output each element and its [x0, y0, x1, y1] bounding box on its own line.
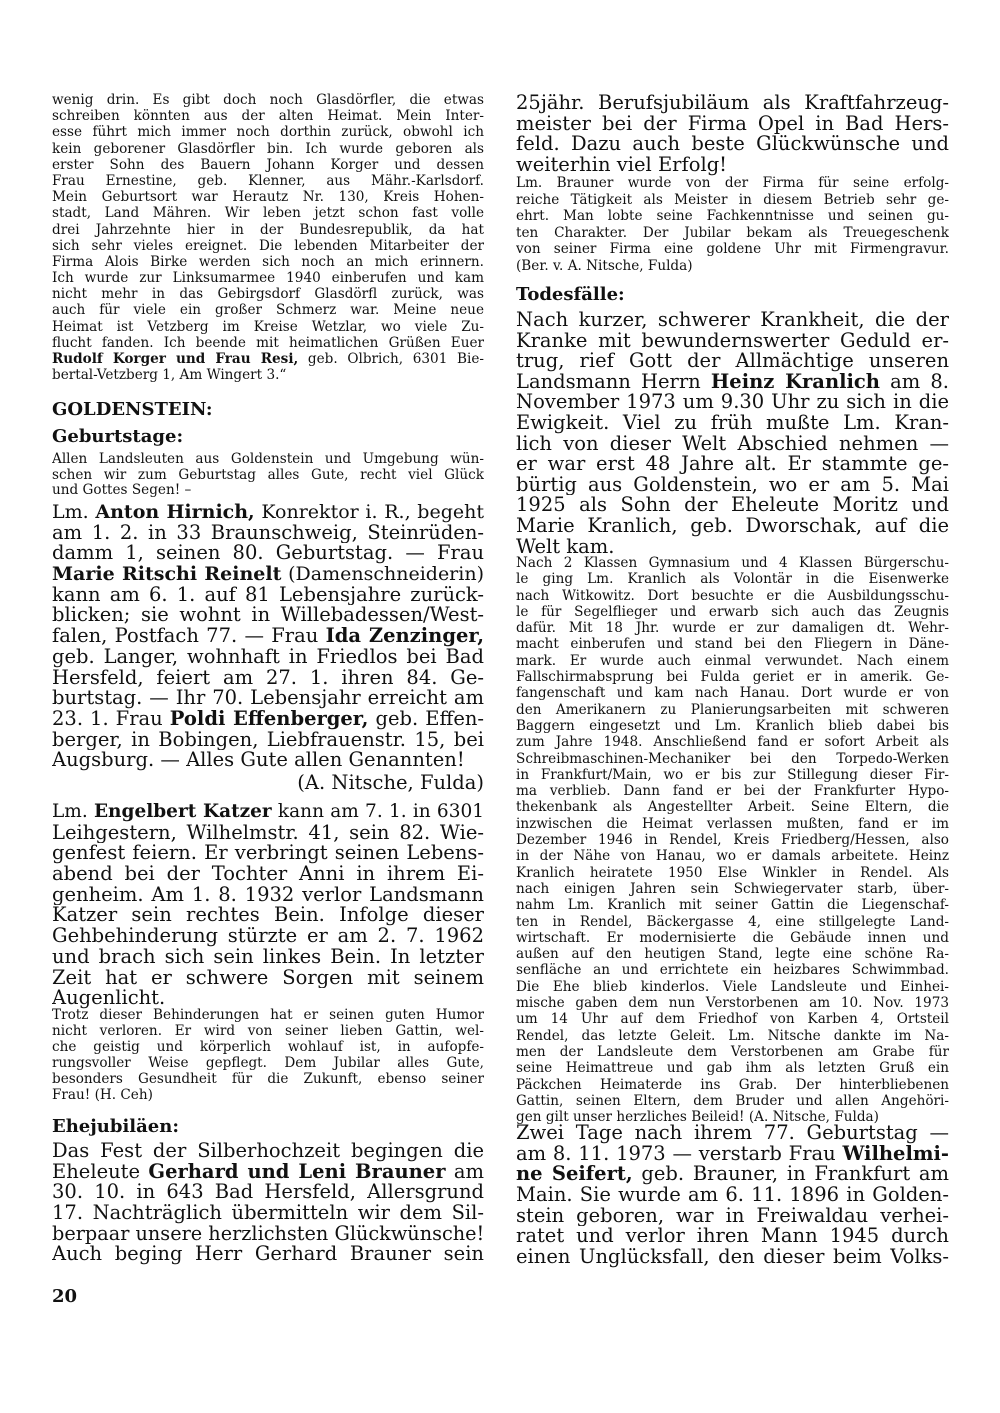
birthday-notice	[52, 502, 484, 771]
text-line: Frau! (H. Ceh)	[52, 1087, 153, 1103]
text-line: nach Witkowitz. Dort besuchte er die Ausbildungsschu-	[516, 587, 949, 604]
text-line: Baggern eingesetzt und Lm. Kranlich blieb dabei bis	[516, 717, 949, 734]
text-line: Lm. Engelbert Katzer kann am 7. 1. in 6301	[52, 802, 484, 822]
text-line: esse führt mich immer noch dorthin zurück, obwohl ich	[52, 124, 484, 141]
text-line: Nach 2 Klassen Gymnasium und 4 Klassen Bürgerschu-	[516, 555, 949, 571]
text-line: inzwischen die Heimat verlassen mußten, fand er im	[516, 815, 949, 832]
anniversary-notice	[52, 1141, 484, 1265]
text-line: stadt, Land Mähren. Wir leben jetzt schon fast volle	[52, 205, 484, 222]
text-line: 17. Nachträglich übermitteln wir dem Sil-	[52, 1203, 484, 1224]
text-line: Firma Alois Birke werden sich noch an mich erinnern.	[52, 253, 484, 270]
text-line: mark. Er wurde auch einmal verwundet. Nach einem	[516, 652, 949, 669]
kranlich-obituary	[516, 310, 949, 557]
text-line: Schreibmaschinen-Mechaniker bei den Torpedo-Werken	[516, 750, 949, 767]
bold-name: Ida Zenzinger,	[325, 626, 484, 647]
text-line: 30. 10. in 643 Bad Hersfeld, Allersgrund	[52, 1182, 484, 1204]
text-line: von seiner Firma eine goldene Uhr mit Firmengravur.	[516, 241, 949, 258]
text-line: mische gaben dem nun Verstorbenen am 10. Nov. 1973	[516, 995, 949, 1012]
text-line: Katzer sein rechtes Bein. Infolge dieser	[52, 905, 484, 927]
text-line: nach einigen Jahren sein Schwiegervater starb, über-	[516, 880, 949, 897]
subheading-birthdays: Geburtstage:	[52, 426, 184, 447]
text-line: dafür. Mit 18 Jhr. wurde er zur damaligen dt. Wehr-	[516, 620, 949, 637]
text-line: Zwei Tage nach ihrem 77. Geburtstag —	[516, 1123, 949, 1144]
text-line: kein geborener Glasdörfler bin. Ich wurde geboren als	[52, 140, 484, 157]
bold-name: Heinz Kranlich	[710, 371, 880, 393]
text-line: berpaar unsere herzlichsten Glückwünsche!	[52, 1223, 484, 1245]
text-line: Eheleute Gerhard und Leni Brauner am	[52, 1161, 484, 1183]
text-line: genfest feiern. Er verbringt seinen Lebens-	[52, 843, 484, 865]
katzer-note	[52, 1007, 484, 1103]
text-line: Augenlicht.	[52, 988, 166, 1009]
text-line: Frau Ernestine, geb. Klenner, aus Mähr.-Karlsdorf.	[52, 172, 484, 189]
text-line: Lm. Anton Hirnich, Konrektor i. R., begeht	[52, 502, 484, 523]
text-line: Kranke mit bewundernswerter Geduld er-	[516, 330, 949, 352]
text-line: und brach sich sein linkes Bein. In letzter	[52, 946, 484, 968]
text-line: in der Nähe von Hanau, wo er damals arbeitete. Heinz	[516, 848, 949, 865]
text-line: Fallschirmabsprung bei Fulda geriet er in amerik. Ge-	[516, 669, 949, 686]
bold-name: ne Seifert,	[516, 1164, 633, 1186]
text-line: 23. 1. Frau Poldi Effenberger, geb. Effen-	[52, 708, 484, 730]
anniversary-continuation	[516, 93, 949, 176]
text-line: weiterhin viel Erfolg!	[516, 155, 728, 176]
text-line: Ewigkeit. Viel zu früh mußte Lm. Kran-	[516, 412, 949, 434]
text-line: burtstag. — Ihr 70. Lebensjahr erreicht am	[52, 688, 484, 709]
text-line: Rendel, das letzte Geleit. Lm. Nitsche dankte im Na-	[516, 1027, 949, 1044]
text-line: feld. Dazu auch beste Glückwünsche und	[516, 134, 949, 156]
text-line: blicken; sie wohnt in Willebadessen/West-	[52, 605, 484, 627]
text-line: Augsburg. — Alles Gute allen Genannten!	[52, 750, 465, 771]
text-line: thekenbank als Angestellter Arbeit. Seine Eltern, die	[516, 799, 949, 816]
text-line: auch für viele ein großer Schmerz war. Meine neue	[52, 302, 484, 319]
text-line: le ging Lm. Kranlich als Volontär in die Eisenwerke	[516, 571, 949, 588]
text-line: Die Ehe blieb kinderlos. Viele Landsleute und Einhei-	[516, 978, 949, 995]
text-line: Leihgestern, Wilhelmstr. 41, sein 82. Wie-	[52, 822, 484, 844]
text-line: Zeit hat er schwere Sorgen mit seinem	[52, 967, 484, 989]
text-line: ne Seifert, geb. Brauner, in Frankfurt am	[516, 1164, 949, 1186]
seifert-obituary	[516, 1123, 949, 1268]
text-line: Kranlich heiratete 1950 Else Winkler in Rendel. Als	[516, 864, 949, 881]
text-line: Trotz dieser Behinderungen hat er seinen guten Humor	[52, 1007, 484, 1023]
text-line: (Ber. v. A. Nitsche, Fulda)	[516, 257, 693, 274]
text-line: geb. Langer, wohnhaft in Friedlos bei Bad	[52, 646, 484, 668]
bold-name: Poldi Effenberger,	[169, 708, 369, 730]
text-line: Rudolf Korger und Frau Resi, geb. Olbrich, 6301 Bie-	[52, 351, 484, 367]
text-line: damm 1, seinen 80. Geburtstag. — Frau	[52, 543, 484, 565]
text-line: lich von dieser Welt Abschied nehmen —	[516, 433, 949, 455]
text-line: November 1973 um 9.30 Uhr zu sich in die	[516, 392, 949, 413]
text-line: schreiben könnten aus der alten Heimat. Mein Inter-	[52, 108, 484, 125]
text-line: men der Landsleute dem Verstorbenen am Grabe für	[516, 1043, 949, 1060]
text-line: genheim. Am 1. 8. 1932 verlor Landsmann	[52, 884, 484, 906]
text-line: abend bei der Tochter Anni in ihrem Ei-	[52, 864, 484, 885]
text-line: außen auf den heutigen Stand, legte eine schöne Ra-	[516, 946, 949, 963]
birthday-signature: (A. Nitsche, Fulda)	[297, 771, 484, 794]
bold-name: Anton Hirnich,	[95, 502, 255, 523]
text-line: trug, rief Gott der Allmächtige unseren	[516, 351, 949, 372]
text-line: er war erst 48 Jahre alt. Er stammte ge-	[516, 454, 949, 475]
text-line: seine Heimattreue und gab ihm als letzten Gruß ein	[516, 1060, 949, 1077]
text-line: Main. Sie wurde am 6. 11. 1896 in Golden-	[516, 1185, 949, 1206]
text-line: und Gottes Segen! –	[52, 483, 192, 499]
text-line: kann am 6. 1. auf 81 Lebensjahre zurück-	[52, 584, 484, 606]
subheading-deaths: Todesfälle:	[516, 284, 625, 305]
text-line: nicht mehr in das Gebirgsdorf Glasdörfl zurück, was	[52, 286, 484, 303]
bold-name: Marie Ritschi Reinelt	[52, 564, 282, 585]
text-line: Gehbehinderung stürzte er am 2. 7. 1962	[52, 926, 484, 947]
bold-name: Gerhard und Leni Brauner	[148, 1161, 446, 1183]
text-line: Gattin, seinen Eltern, dem Bruder und allen Angehöri-	[516, 1092, 949, 1109]
text-line: Allen Landsleuten aus Goldenstein und Umgebung wün-	[52, 452, 484, 467]
text-line: Dezember 1946 in Rendel, Kreis Friedberg/Hessen, also	[516, 832, 949, 849]
text-line: Marie Kranlich, geb. Dworschak, auf die	[516, 515, 949, 537]
text-line: ma verblieb. Dann fand er bei der Frankfurter Hypo-	[516, 783, 949, 800]
birthdays-intro	[52, 452, 484, 499]
text-line: um 14 Uhr auf dem Friedhof von Karben 4, Ortsteil	[516, 1011, 949, 1028]
text-line: ratet und verlor ihren Mann 1945 durch	[516, 1226, 949, 1248]
kranlich-biography	[516, 555, 949, 1125]
text-line: sich sehr vieles ereignet. Die lebenden Mitarbeiter der	[52, 237, 484, 254]
text-line: senfläche an und errichtete ein heizbares Schwimmbad.	[516, 962, 949, 979]
text-line: erster Sohn des Bauern Johann Korger und dessen	[52, 156, 484, 173]
text-line: einen Unglücksfall, den dieser beim Volks-	[516, 1247, 949, 1268]
bold-name: Engelbert Katzer	[93, 802, 272, 822]
text-line: bertal-Vetzberg 1, Am Wingert 3.“	[52, 367, 287, 384]
text-line: Das Fest der Silberhochzeit begingen die	[52, 1141, 484, 1162]
text-line: rungsvoller Weise gepflegt. Dem Jubilar alles Gute,	[52, 1055, 484, 1071]
text-line: ehrt. Man lobte seine Fachkenntnisse und seinen gu-	[516, 208, 949, 225]
text-line: Nach kurzer, schwerer Krankheit, die der	[516, 310, 949, 331]
text-line: ten Charakter. Der Jubilar bekam als Treuegeschenk	[516, 224, 949, 241]
text-line: nahm Lm. Kranlich mit seiner Gattin die Liegenschaf-	[516, 897, 949, 914]
text-line: berger, in Bobingen, Liebfrauenstr. 15, bei	[52, 729, 484, 751]
letter-ending-paragraph	[52, 92, 484, 383]
text-line: zum Jahre 1948. Anschließend fand er sofort Arbeit als	[516, 734, 949, 751]
text-line: wirtschaft. Er modernisierte die Gebäude innen und	[516, 929, 949, 946]
bold-name: Wilhelmi-	[842, 1143, 949, 1165]
text-line: Ich wurde zur Linksumarmee 1940 einberufen und kam	[52, 270, 484, 287]
text-line: reiche Tätigkeit als Meister in diesem Betrieb sehr ge-	[516, 191, 949, 208]
text-line: falen, Postfach 77. — Frau Ida Zenzinger,	[52, 626, 484, 647]
text-line: Marie Ritschi Reinelt (Damenschneiderin)	[52, 564, 484, 585]
text-line: Mein Geburtsort war Herautz Nr. 130, Kreis Hohen-	[52, 189, 484, 206]
text-line: che geistig und körperlich wohlauf ist, in aufopfe-	[52, 1039, 484, 1055]
text-line: Landsmann Herrn Heinz Kranlich am 8.	[516, 371, 949, 393]
subheading-anniversaries: Ehejubiläen:	[52, 1116, 179, 1137]
text-line: Welt kam.	[516, 536, 615, 558]
text-line: fangenschaft und kam nach Hanau. Dort wurde er von	[516, 685, 949, 702]
text-line: gen gilt unser herzliches Beileid! (A. Nitsche, Fulda)	[516, 1109, 879, 1126]
text-line: besonders Gesundheit für die Zukunft, ebenso seiner	[52, 1071, 484, 1087]
text-line: Auch beging Herr Gerhard Brauner sein	[52, 1244, 484, 1266]
text-line: wenig drin. Es gibt doch noch Glasdörfler, die etwas	[52, 92, 484, 108]
page-number: 20	[52, 1286, 78, 1307]
text-line: in Frankfurt/Main, wo er bis zur Stillegung dieser Fir-	[516, 766, 949, 783]
text-line: 1925 als Sohn der Eheleute Moritz und	[516, 495, 949, 516]
text-line: 25jähr. Berufsjubiläum als Kraftfahrzeug-	[516, 93, 949, 114]
text-line: stein geboren, war in Freiwaldau verhei-	[516, 1205, 949, 1227]
text-line: bürtig aus Goldenstein, wo er am 5. Mai	[516, 474, 949, 496]
bold-name: Rudolf Korger und Frau Resi,	[52, 351, 299, 367]
text-line: Lm. Brauner wurde von der Firma für seine erfolg-	[516, 175, 949, 191]
text-line: ten in Rendel, Bäckergasse 4, eine stillgelegte Land-	[516, 913, 949, 930]
text-line: flucht fanden. Ich beende mit heimatlichen Grüßen Euer	[52, 334, 484, 351]
text-line: den Amerikanern zu Planierungsarbeiten mit schweren	[516, 701, 949, 718]
text-line: schen wir zum Geburtstag alles Gute, recht viel Glück	[52, 467, 484, 483]
text-line: Päckchen Heimaterde ins Grab. Der hinterbliebenen	[516, 1076, 949, 1093]
text-line: drei Jahrzehnte hier in der Bundesrepublik, da hat	[52, 221, 484, 238]
brauner-note	[516, 175, 949, 275]
text-line: Hersfeld, feiert am 27. 1. ihren 84. Ge-	[52, 667, 484, 689]
text-line: le für Segelflieger und erwarb sich auch das Zeugnis	[516, 603, 949, 620]
text-line: am 8. 11. 1973 — verstarb Frau Wilhelmi-	[516, 1143, 949, 1165]
text-line: nicht verloren. Er wird von seiner lieben Gattin, wel-	[52, 1023, 484, 1039]
katzer-notice	[52, 802, 484, 1009]
text-line: am 1. 2. in 33 Braunschweig, Steinrüden-	[52, 522, 484, 544]
section-heading-goldenstein: GOLDENSTEIN:	[52, 399, 213, 420]
text-line: Heimat ist Vetzberg im Kreise Wetzlar, wo viele Zu-	[52, 318, 484, 335]
text-line: meister bei der Firma Opel in Bad Hers-	[516, 113, 949, 135]
text-line: macht einberufen und stand bei den Fliegern in Däne-	[516, 636, 949, 653]
